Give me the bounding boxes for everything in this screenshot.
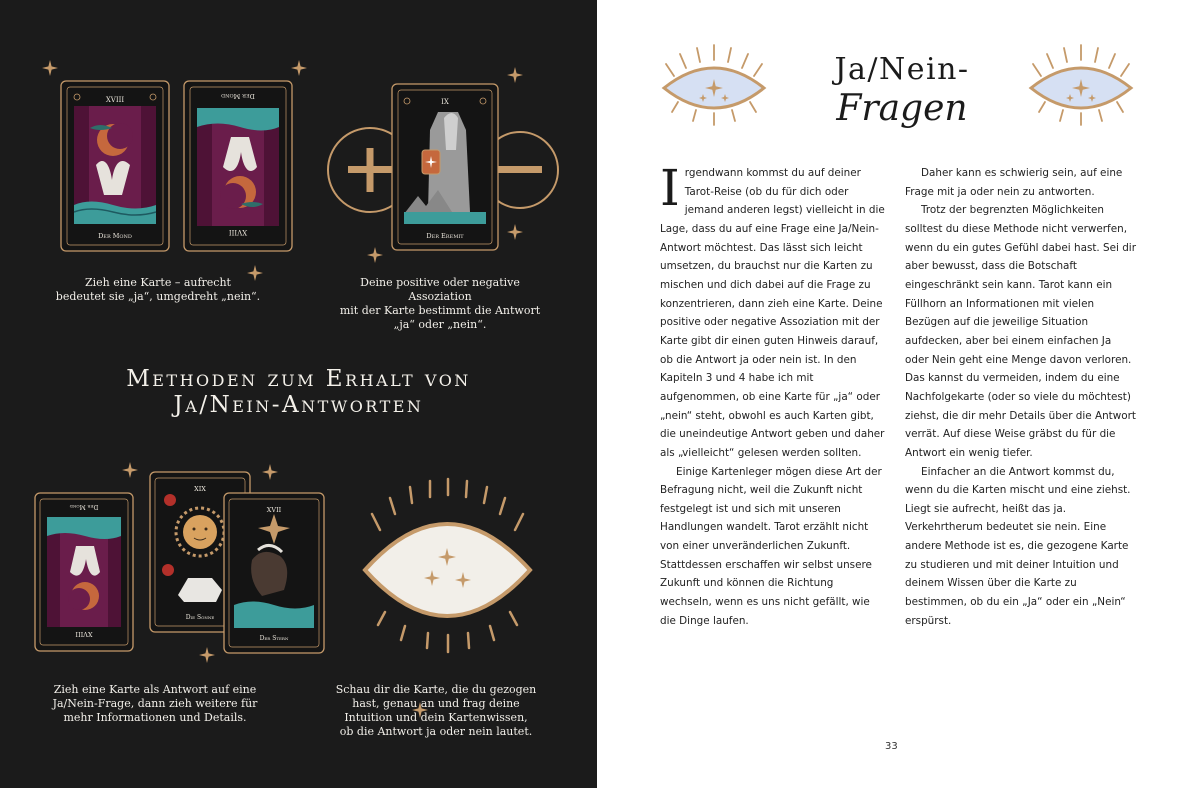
text-column-left <box>660 159 885 630</box>
card-numeral: XVIII <box>75 630 93 638</box>
page-title-script: Fragen <box>836 88 968 129</box>
eye-icon <box>1031 45 1131 125</box>
eye-icon <box>664 45 764 125</box>
card-numeral: IX <box>441 98 449 106</box>
paragraph: Trotz der begrenzten Möglichkeiten solltest du diese Methode nicht verwerfen, wenn du ein gutes Gefühl dabei hast. Sei dir aber bewusst, dass die Botschaft eingeschränkt sein kann. Tarot kann ein Füllhorn an Informationen mit vielen Bezügen auf die jeweilige Situation aufdecken, aber bei einem einfachen Ja oder Nein geht eine Menge davon verloren. Das kannst du vermeiden, indem du eine Nachfolgekarte (oder so viele du möchtest) ziehst, die dir mehr Details über die Antwort verrät. Auf diese Weise gräbst du für die Antwort ein wenig tiefer. <box>905 204 1136 459</box>
sparkle-icon <box>367 247 383 263</box>
card-name: Der Mond <box>69 503 99 510</box>
caption-association: Deine positive oder negative Assoziation mit der Karte bestimmt die Antwort „ja“ oder „nein“. <box>339 276 541 331</box>
card-numeral: XVIII <box>228 228 248 236</box>
left-page <box>0 0 597 788</box>
sparkle-icon <box>199 647 215 663</box>
card-der-stern <box>224 493 324 653</box>
right-page <box>597 0 1200 788</box>
sparkle-icon <box>507 67 523 83</box>
card-name: Der Eremit <box>426 232 464 240</box>
card-numeral: XVII <box>266 506 282 514</box>
sparkle-icon <box>507 224 523 240</box>
sparkle-icon <box>42 60 58 76</box>
paragraph: Einige Kartenleger mögen diese Art der Befragung nicht, weil die Zukunft nicht festgelegt ist und sich mit unseren Handlungen wandelt. Tarot erzählt nicht von einer unveränderlichen Zukunft. Stattdessen erschaffen wir selbst unsere Zukunft und können die Richtung wechseln, wenn es uns nicht gefällt, wie die Dinge laufen. <box>660 465 882 627</box>
text-column-right <box>905 164 1137 630</box>
paragraph: Irgendwann kommst du auf deiner Tarot-Reise (ob du für dich oder jemand anderen legst) vielleicht in die Lage, dass du auf eine Frage eine Ja/Nein-Antwort möchtest. Das lässt sich leicht umsetzen, du brauchst nur die Karten zu mischen und dich dabei auf die Frage zu konzentrieren, dann zieh eine Karte. Deine positive oder negative Assoziation mit der Karte gibt dir einen guten Hinweis darauf, ob die Antwort ja oder nein ist. In den Kapiteln 3 und 4 habe ich mit aufgenommen, ob eine Karte für „ja“ oder „nein“ steht, obwohl es auch Karten gibt, die uneindeutige Antwort geben und daher als „vielleicht“ gelesen werden sollten. <box>660 159 885 459</box>
card-der-mond <box>61 81 169 251</box>
paragraph: Einfacher an die Antwort kommst du, wenn du die Karten mischt und eine ziehst. Liegt sie aufrecht, heißt das ja. Verkehrtherum bedeutet sie nein. Eine andere Methode ist es, die gezogene Karte zu studieren und mit deiner Intuition und deinem Wissen über die Karte zu bestimmen, ob du ein „Ja“ oder ein „Nein“ erspürst. <box>905 465 1131 627</box>
drop-cap: I <box>660 159 680 217</box>
card-der-mond-reversed-bottom <box>35 493 133 651</box>
card-der-mond-reversed <box>184 81 292 251</box>
page-number: 33 <box>885 741 898 752</box>
card-name: Der Mond <box>98 232 132 240</box>
caption-draw-card: Zieh eine Karte – aufrecht bedeutet sie „ja“, umgedreht „nein“. <box>55 276 261 303</box>
card-numeral: XIX <box>194 485 206 493</box>
section-heading: Methoden zum Erhalt von Ja/Nein-Antworten <box>126 366 471 418</box>
caption-more-cards: Zieh eine Karte als Antwort auf eine Ja/Nein-Frage, dann zieh weitere für mehr Informationen und Details. <box>52 683 258 724</box>
card-name: Die Sonne <box>185 614 215 621</box>
card-der-eremit <box>392 84 498 250</box>
sparkle-icon <box>122 462 138 478</box>
page-title: Ja/Nein- <box>834 52 970 87</box>
paragraph: Daher kann es schwierig sein, auf eine Frage mit ja oder nein zu antworten. <box>905 167 1123 198</box>
card-name: Der Stern <box>259 635 289 642</box>
card-name: Der Mond <box>221 92 255 100</box>
sparkle-icon <box>262 464 278 480</box>
sparkle-icon <box>291 60 307 76</box>
card-numeral: XVIII <box>105 96 125 104</box>
caption-intuition: Schau dir die Karte, die du gezogen hast, genau an und frag deine Intuition und dein Kartenwissen, ob die Antwort ja oder nein lautet. <box>335 683 537 738</box>
